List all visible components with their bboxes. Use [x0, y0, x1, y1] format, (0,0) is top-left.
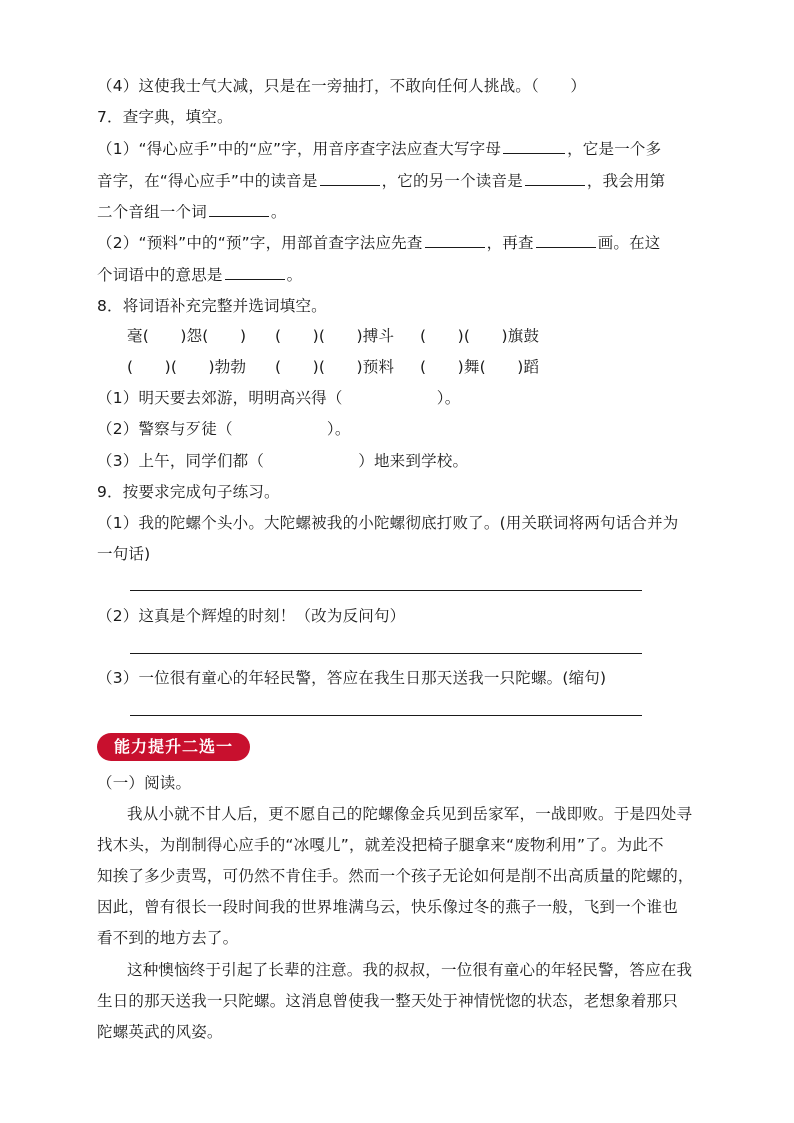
q9-title: 9．按要求完成句子练习。 [97, 483, 280, 501]
q7-item1-line1 [97, 138, 661, 160]
q7-item2-text-a: （2）“预料”中的“预”字，用部首查字法应先查 [97, 234, 423, 252]
word-blank-3[interactable]: ( )( )旗鼓 [420, 327, 540, 345]
answer-blank[interactable] [320, 171, 380, 186]
reading-p2-line1: 这种懊恼终于引起了长辈的注意。我的叔叔，一位很有童心的年轻民警，答应在我 [127, 961, 693, 979]
answer-line-1[interactable] [130, 590, 642, 591]
q8-title: 8．将词语补充完整并选词填空。 [97, 297, 327, 315]
reading-p1-line4: 因此，曾有很长一段时间我的世界堆满乌云，快乐像过冬的燕子一般，飞到一个谁也 [97, 898, 678, 916]
word-blank-6[interactable]: ( )舞( )蹈 [420, 358, 540, 376]
section-badge: 能力提升二选一 [97, 733, 250, 761]
word-blank-2[interactable]: ( )( )搏斗 [275, 327, 395, 345]
word-blank-5[interactable]: ( )( )预料 [275, 358, 395, 376]
q7-item1-text-d: ，它的另一个读音是 [381, 172, 523, 190]
q8-item1: （1）明天要去郊游，明明高兴得（ ）。 [97, 389, 461, 407]
q7-item1-text-a: （1）“得心应手”中的“应”字，用音序查字法应查大写字母 [97, 140, 502, 158]
answer-blank[interactable] [536, 233, 596, 248]
q7-item1-text-e: ，我会用第 [586, 172, 666, 190]
q7-item2-text-e: 。 [286, 266, 303, 284]
reading-p2-line2: 生日的那天送我一只陀螺。这消息曾使我一整天处于神情恍惚的状态，老想象着那只 [97, 992, 678, 1010]
q8-word-row-2 [127, 356, 539, 378]
reading-p1-line5: 看不到的地方去了。 [97, 929, 239, 947]
q7-item2-text-b: ，再查 [486, 234, 534, 252]
q7-item1-text-b: ，它是一个多 [567, 140, 662, 158]
word-blank-4[interactable]: ( )( )勃勃 [127, 358, 247, 376]
q8-item2: （2）警察与歹徒（ ）。 [97, 420, 351, 438]
q7-item1-text-g: 。 [270, 203, 287, 221]
reading-p2-line3: 陀螺英武的风姿。 [97, 1023, 223, 1041]
reading-label: （一）阅读。 [97, 774, 192, 792]
q7-title: 7．查字典，填空。 [97, 108, 233, 126]
q7-item1-line2 [97, 170, 665, 192]
reading-p1-line1: 我从小就不甘人后，更不愿自己的陀螺像金兵见到岳家军，一战即败。于是四处寻 [127, 805, 693, 823]
reading-p1-line2: 找木头，为削制得心应手的“冰嘎儿”，就差没把椅子腿拿来“废物利用”了。为此不 [97, 836, 664, 854]
q8-item3: （3）上午，同学们都（ ）地来到学校。 [97, 452, 469, 470]
q9-item1-line2: 一句话) [97, 545, 151, 563]
q6-item4: （4）这使我士气大减，只是在一旁抽打，不敢向任何人挑战。（ ） [97, 77, 587, 95]
q9-item2: （2）这真是个辉煌的时刻！（改为反问句） [97, 607, 406, 625]
q7-item2-text-c: 画。在这 [597, 234, 661, 252]
q9-item1-line1: （1）我的陀螺个头小。大陀螺被我的小陀螺彻底打败了。(用关联词将两句话合并为 [97, 514, 679, 532]
answer-blank[interactable] [209, 202, 269, 217]
reading-p1-line3: 知挨了多少责骂，可仍然不肯住手。然而一个孩子无论如何是削不出高质量的陀螺的， [97, 867, 694, 885]
answer-blank[interactable] [503, 139, 565, 154]
q9-item3: （3）一位很有童心的年轻民警，答应在我生日那天送我一只陀螺。(缩句) [97, 669, 607, 687]
word-blank-1[interactable]: 毫( )怨( ) [127, 327, 247, 345]
q7-item1-text-f: 二个音组一个词 [97, 203, 207, 221]
answer-blank[interactable] [425, 233, 485, 248]
answer-blank[interactable] [525, 171, 585, 186]
answer-line-3[interactable] [130, 715, 642, 716]
answer-line-2[interactable] [130, 653, 642, 654]
q7-item1-line3 [97, 201, 287, 223]
q8-word-row-1 [127, 325, 539, 347]
q7-item2-text-d: 个词语中的意思是 [97, 266, 223, 284]
q7-item2-line2 [97, 264, 302, 286]
q7-item2-line1 [97, 232, 661, 254]
q7-item1-text-c: 音字，在“得心应手”中的读音是 [97, 172, 318, 190]
answer-blank[interactable] [225, 265, 285, 280]
